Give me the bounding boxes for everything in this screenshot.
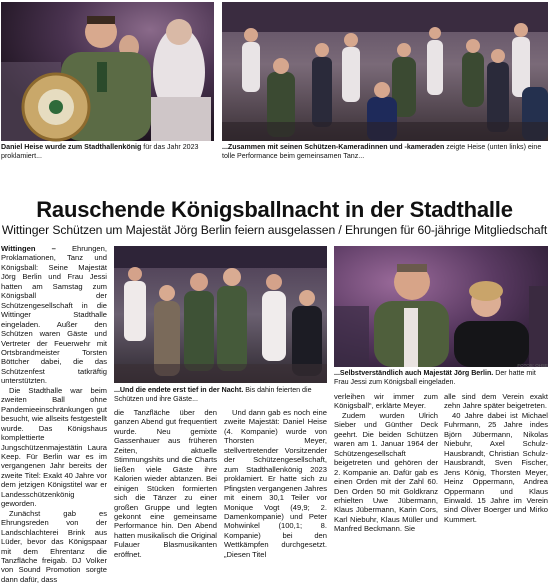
caption-mid-center-rest: Bis dahin feierten die Schützen und ihre Gäste... — [114, 386, 312, 403]
paragraph — [1, 244, 107, 386]
paragraph: Die Stadthalle war beim zweiten Ball ohne Pandemieeinschränkungen gut besucht, wie allseits festgestellt wurde. Das Königshaus komplettierte Jungschützenmajestätin Laura Keep. Für Berlin war es im vergangenen Jahr bereits der zweite Titel: Exakt 40 Jahre vor dem jetzigen Königstitel war er Landesschützenkönig geworden. — [1, 385, 107, 509]
paragraph: Und dann gab es noch eine zweite Majestät: Daniel Heise (4. Kompanie) wurde von Thorsten Meyer, stellvertretender Vorsitzender der Schützengesellschaft, zum Stadthallenkönig 2023 proklamiert. Er hatte sich zu Pfingsten vergangenen Jahres mit einem 30,1 Teiler vor Monique Vogt (49,9; 2. Damenkompanie) und Peter Mohwinkel (100,1; 8. Kompanie) bei den Wettkämpfen durchgesetzt. „Diesen Titel — [224, 408, 328, 559]
caption-top-right-rest: zeigte Heise (unten links) eine tolle Performance beim gemeinsamen Tanz... — [222, 143, 542, 160]
photo-tanz-gruppe — [222, 2, 548, 141]
photo-credit: FOTOS: OHSE — [517, 363, 548, 368]
paragraph-text: Ehrungen, Proklamationen, Tanz und Königsball: Seine Majestät Jörg Berlin und Frau Jessi hatten am Samstag zum Königsball der Schützengesellschaft in die Wittinger Stadthalle eingeladen. Außer den Schützen waren Gäste und Vertreter der Feuerwehr mit Ortsbrandmeister Torsten Böttcher dabei, die das Schützenfest tatkräftig unterstützten. — [1, 244, 107, 386]
caption-top-left-bold: Daniel Heise wurde zum Stadthallenkönig — [1, 143, 142, 151]
article-column-1 — [1, 244, 107, 584]
caption-mid-right — [334, 363, 548, 386]
caption-mid-right-bold: ...Selbstverständlich auch Majestät Jörg Berlin. — [334, 369, 494, 377]
article-column-5 — [444, 392, 548, 533]
caption-top-right — [222, 143, 548, 160]
article-subhead: Wittinger Schützen um Majestät Jörg Berlin feiern ausgelassen / Ehrungen für 60-jährige Mitgliedschaft — [1, 223, 548, 237]
photo-tanzende-schuetzen — [114, 246, 327, 383]
paragraph: die Tanzfläche über den ganzen Abend gut frequentiert wurde. Neu gemixte Gassenhauer aus früheren Zeiten, aktuelle Stimmungshits und die Charts ließen viele Gäste ihre Kalorien wieder abtanzen. Bei einigen Stücken formierten sich die Tänzer zu einer großen Gruppe und legten gekonnt eine gemeinsame Performance hin. Den Abend hatten musikalisch die Original Fulauer Blasmusikanten eröffnet. — [114, 408, 217, 559]
paragraph: verleihen wir immer zum Königsball“, erklärte Meyer. — [334, 392, 438, 411]
caption-mid-right-rest: Der hatte mit Frau Jessi zum Königsball eingeladen. — [334, 369, 536, 386]
caption-top-right-bold: ...Zusammen mit seinen Schützen-Kameradinnen und -kameraden — [222, 143, 445, 151]
paragraph: Zunächst gab es Ehrungsreden von der Landschlachterei Brink aus Lüder, bevor das Königspaar mit dem Ehrentanz die Tanzfläche freigab. DJ Volker von Sound Promotion sorgte dann dafür, dass — [1, 508, 107, 584]
article-column-3 — [224, 408, 328, 559]
photo-koenigspaar — [334, 246, 548, 367]
caption-top-left — [1, 143, 214, 160]
photo-stadthallenkoenig — [1, 2, 214, 141]
caption-top-left-rest: für das Jahr 2023 proklamiert... — [1, 143, 199, 160]
caption-mid-center-bold: ...Und die endete erst tief in der Nacht. — [114, 386, 244, 394]
article-headline: Rauschende Königsballnacht in der Stadthalle — [36, 197, 513, 222]
caption-mid-center — [114, 386, 327, 403]
dateline: Wittingen – — [1, 244, 56, 253]
paragraph: alle sind dem Verein exakt zehn Jahre später beigetreten. — [444, 392, 548, 411]
paragraph: Zudem wurden Ulrich Sieber und Günther Deck geehrt. Die beiden Schützen waren am 1. Januar 1964 der Schützengesellschaft beigetreten und gehören der 2. Kompanie an. Dafür gab es einen Orden mit der Zahl 60. Den Orden 50 mit Goldkranz erhielten Uwe Jübermann, Klaus Jübermann, Karin Cors, Karl Niebuhr, Klaus Müller und Manfred Beckmann. Sie — [334, 410, 438, 534]
paragraph: 40 Jahre dabei ist Michael Fuhrmann, 25 Jahre indes Björn Jübermann, Nikolas Niebuhr, Axel Schulz-Hausbrandt, Christian Schulz-Hausbrandt, Sven Fischer, Jens König, Thorsten Meyer, Heinz Oppermann, Andrea Oppermann und Klaus Einwald. 15 Jahre im Verein sind Oliver Boerger und Mirko Kummert. — [444, 410, 548, 524]
article-column-2 — [114, 408, 217, 559]
article-column-4 — [334, 392, 438, 533]
